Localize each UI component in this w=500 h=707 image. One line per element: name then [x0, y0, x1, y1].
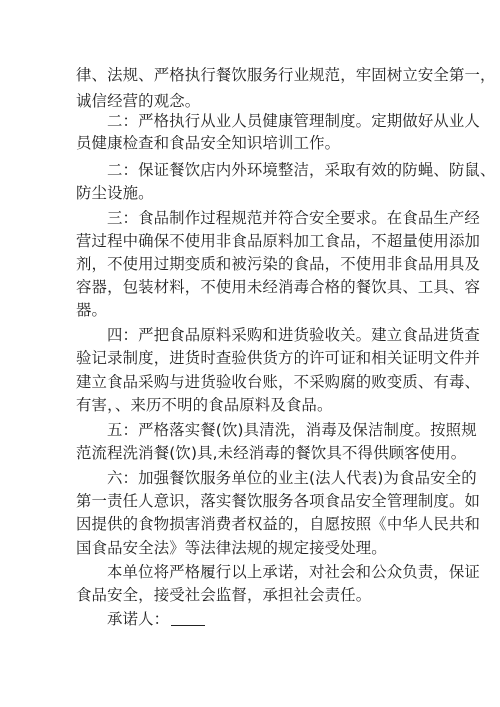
text-line-12: 四：严把食品原料采购和进货验收关。建立食品进货查 [107, 326, 480, 344]
text-line-9: 剂，不使用过期变质和被污染的食品，不使用非食品用具及 [76, 255, 481, 273]
text-line-17: 范流程洗消餐(饮)具,未经消毒的餐饮具不得供顾客使用。 [76, 444, 467, 462]
text-line-2: 诚信经营的观念。 [76, 92, 201, 110]
signature-line [107, 606, 205, 632]
text-line-16: 五：严格落实餐(饮)具清洗，消毒及保洁制度。按照规 [107, 421, 477, 439]
text-line-4: 员健康检查和食品安全知识培训工作。 [76, 134, 341, 152]
text-line-8: 营过程中确保不使用非食品原料加工食品，不超量使用添加 [76, 232, 481, 250]
text-line-15: 有害，、来历不明的食品原料及食品。 [76, 396, 333, 414]
signature-blank [171, 609, 205, 626]
text-line-19: 第一责任人意识，落实餐饮服务各项食品安全管理制度。如 [76, 492, 481, 510]
text-line-6: 防尘设施。 [76, 184, 154, 202]
text-line-18: 六：加强餐饮服务单位的业主(法人代表)为食品安全的 [107, 469, 477, 487]
text-line-1: 律、法规、严格执行餐饮服务行业规范，牢固树立安全第一， [76, 66, 496, 84]
text-line-23: 食品安全，接受社会监督，承担社会责任。 [76, 586, 372, 604]
text-line-11: 器。 [76, 301, 108, 319]
text-line-14: 建立食品采购与进货验收台账，不采购腐的败变质、有毒、 [76, 373, 481, 391]
text-line-10: 容器，包装材料，不使用未经消毒合格的餐饮具、工具、容 [76, 278, 481, 296]
text-line-21: 国食品安全法》等法律法规的规定接受处理。 [76, 539, 387, 557]
text-line-13: 验记录制度，进货时查验供货方的许可证和相关证明文件并 [76, 349, 481, 367]
text-line-7: 三：食品制作过程规范并符合安全要求。在食品生产经 [107, 209, 480, 227]
text-line-22: 本单位将严格履行以上承诺，对社会和公众负责，保证 [107, 563, 480, 581]
text-line-3: 二：严格执行从业人员健康管理制度。定期做好从业人 [107, 112, 480, 130]
text-line-20: 因提供的食物损害消费者权益的，自愿按照《中华人民共和 [76, 515, 481, 533]
signature-label: 承诺人： [107, 610, 170, 628]
text-line-5: 二：保证餐饮店内外环境整洁，采取有效的防蝇、防鼠、 [107, 161, 496, 179]
